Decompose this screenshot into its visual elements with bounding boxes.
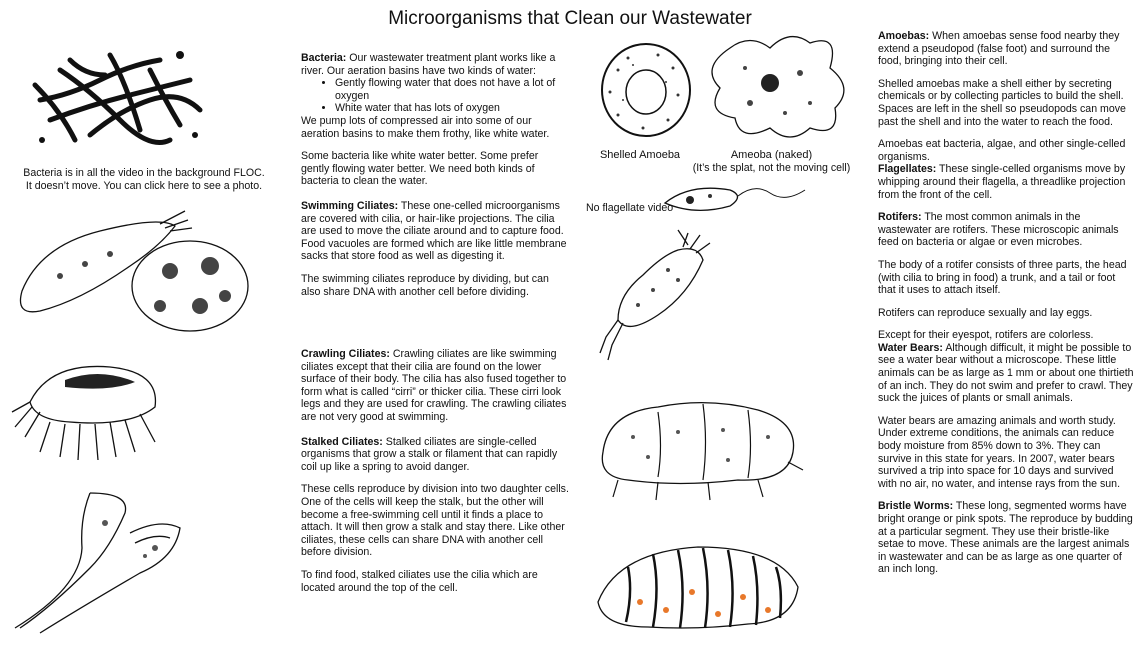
rotifer-body-text: The body of a rotifer consists of three parts, the head (with cilia to bring in food) a trunk, and a tail or foot that it uses to attach itself. [878, 258, 1127, 297]
flagellates-heading: Flagellates: [878, 163, 937, 176]
amoebas-diet-text: Amoebas eat bacteria, algae, and other single-celled organisms. [878, 138, 1126, 163]
crawling-ciliates-heading: Crawling Ciliates: [301, 348, 390, 361]
bristle-worms-heading: Bristle Worms: [878, 500, 954, 513]
rotifer-drawing[interactable] [588, 225, 718, 365]
shelled-amoeba-drawing[interactable] [598, 40, 694, 140]
swimming-ciliate-drawing[interactable] [10, 206, 250, 336]
shelled-amoebas-text: Shelled amoebas make a shell either by secreting chemicals or by collecting particles to build the shell. Spaces are left in the shell so pseudopods can move past the shell and into the water to reach the food. [878, 77, 1126, 128]
water-bears-heading: Water Bears: [878, 341, 943, 354]
stalked-ciliates-heading: Stalked Ciliates: [301, 435, 383, 448]
amoebas-heading: Amoebas: [878, 30, 930, 42]
bacteria-caption-line-1: Bacteria is in all the video in the background FLOC. [23, 167, 265, 179]
swimming-ciliates-heading: Swimming Ciliates: [301, 199, 399, 212]
flagellate-caption: No flagellate video [586, 202, 674, 214]
bacteria-air-text: We pump lots of compressed air into some of our aeration basins to make them frothy, like white water. [301, 114, 550, 140]
bacteria-caption[interactable] [8, 167, 280, 192]
crawling-ciliate-drawing[interactable] [10, 352, 180, 462]
stalked-ciliate-drawing[interactable] [10, 488, 190, 638]
bacteria-paragraph: Bacteria: Our wastewater treatment plant works like a river. Our aeration basins have two kinds of water: [301, 52, 556, 77]
swimming-ciliates-reproduction: The swimming ciliates reproduce by dividing, but can also share DNA with another cell before dividing. [301, 272, 549, 298]
naked-amoeba-drawing[interactable] [700, 28, 860, 148]
stalked-ciliates-reproduction: These cells reproduce by division into two daughter cells. One of the cells will keep the stalk, but the other will become a free-swimming cell until it finds a place to attach. It will then grow a stalk and stay there. Like other ciliates, these cells can share DNA with another cell before division. [301, 483, 569, 559]
list-item: • Gently flowing water that does not have a lot of oxygen [335, 77, 569, 102]
shelled-amoeba-caption: Shelled Amoeba [599, 149, 681, 161]
bristle-worm-drawing[interactable] [588, 532, 808, 642]
bacteria-caption-line-2: It doesn’t move. You can click here to see a photo. [25, 179, 263, 192]
water-bear-drawing[interactable] [588, 392, 808, 504]
bacteria-floc-drawing[interactable] [30, 40, 210, 160]
rotifer-reproduction-text: Rotifers can reproduce sexually and lay eggs. [878, 306, 1093, 319]
naked-amoeba-caption [684, 149, 859, 174]
bacteria-heading: Bacteria: [301, 52, 347, 64]
list-item: • White water that has lots of oxygen [335, 102, 569, 115]
bacteria-white-water-text: Some bacteria like white water better. Some prefer gently flowing water better. We need both kinds of bacteria to clean the water. [301, 150, 539, 188]
rotifer-color-text: Except for their eyespot, rotifers are colorless. [878, 329, 1094, 342]
column-bacteria-ciliates: Bacteria: Our wastewater treatment plant works like a river. Our aeration basins have two kinds of water: • Gently flowing water that does not have a lot of oxygen • White water that has lots of oxygen We pump lots of compressed air into some of our aeration basins to make them frothy, like white water. Some bacteria like white water better. Some prefer gently flowing water better. We need both kinds of bacteria to clean the water. Swimming Ciliates: These one-celled microorganisms are covered with cilia, or hair-like projections. The cilia are used to move the ciliate around and to capture food. Food vacuoles are formed which are like little membrane sacks that store food as well as digesting it. The swimming ciliates reproduce by dividing, but can also share DNA with another cell before dividing. Crawling Ciliates: Crawling ciliates are like swimming ciliates except that their cilia are found on the lower surface of their body. The cilia has also fused together to form what is called “cirri” or thicker cilia. These cirri look legs and they are used for crawling. The crawling ciliates are not very good at swimming. Stalked Ciliates: Stalked ciliates are single-celled organisms that grow a stalk or filament that can rapidly coil up like a spring to avoid danger. These cells reproduce by division into two daughter cells. One of the cells will keep the stalk, but the other will become a free-swimming cell until it finds a place to attach. It will then grow a stalk and stay there. Like other ciliates, these cells can share DNA with another cell before division. To find food, stalked ciliates use the cilia which are located around the top of the cell. [301, 52, 569, 604]
column-amoebas-animals: Amoebas: When amoebas sense food nearby they extend a pseudopod (false foot) and surround the food, bringing into their cell. Shelled amoebas make a shell either by secreting chemicals or by collecting particles to build the shell. Spaces are left in the shell so pseudopods can move past the shell and into the water to reach the food. Amoebas eat bacteria, algae, and other single-celled organisms. Flagellates: These single-celled organisms move by whipping around their flagella, a threadlike projection from the front of the cell. Rotifers: The most common animals in the wastewater are rotifers. These microscopic animals feed on bacteria or algae or even microbes. The body of a rotifer consists of three parts, the head (with cilia to bring in food) a trunk, and a tail or foot that it uses to attach itself. Rotifers can reproduce sexually and lay eggs. Except for their eyespot, rotifers are colorless. Water Bears: Although difficult, it might be possible to see a water bear without a microscope. These little animals can be as large as 1 mm or about one thirtieth of an inch. They do not swim and prefer to crawl. They suck the juices of plants or small animals. Water bears are amazing animals and worth study. Under extreme conditions, the animals can reduce body moisture from 85% down to 3%. They can survive in this state for years. In 2007, water bears survived a trip into space for 10 days and survived with no air, no water, and intense rays from the sun. Bristle Worms: These long, segmented worms have bright orange or pink spots. The reproduce by budding at a particular segment. They use their bristle-like setae to move. These animals are the largest animals in wastewater and can be as large as one quarter of an inch long. [878, 30, 1134, 576]
page-title: Microorganisms that Clean our Wastewater [388, 8, 752, 29]
stalked-ciliates-food: To find food, stalked ciliates use the cilia which are located around the top of the cell. [301, 569, 538, 594]
water-bears-survival-text: Water bears are amazing animals and worth study. Under extreme conditions, the animals can reduce body moisture from 85% down to 3%. They can survive in this state for years. In 2007, water bears survived a trip into space for 10 days and survived with no air, no water, and intense rays from the sun. [878, 414, 1121, 490]
naked-amoeba-note: (It’s the splat, not the moving cell) [692, 161, 851, 174]
rotifers-heading: Rotifers: [878, 211, 922, 224]
naked-amoeba-title: Ameoba (naked) [730, 149, 813, 161]
bacteria-water-list [301, 77, 569, 115]
